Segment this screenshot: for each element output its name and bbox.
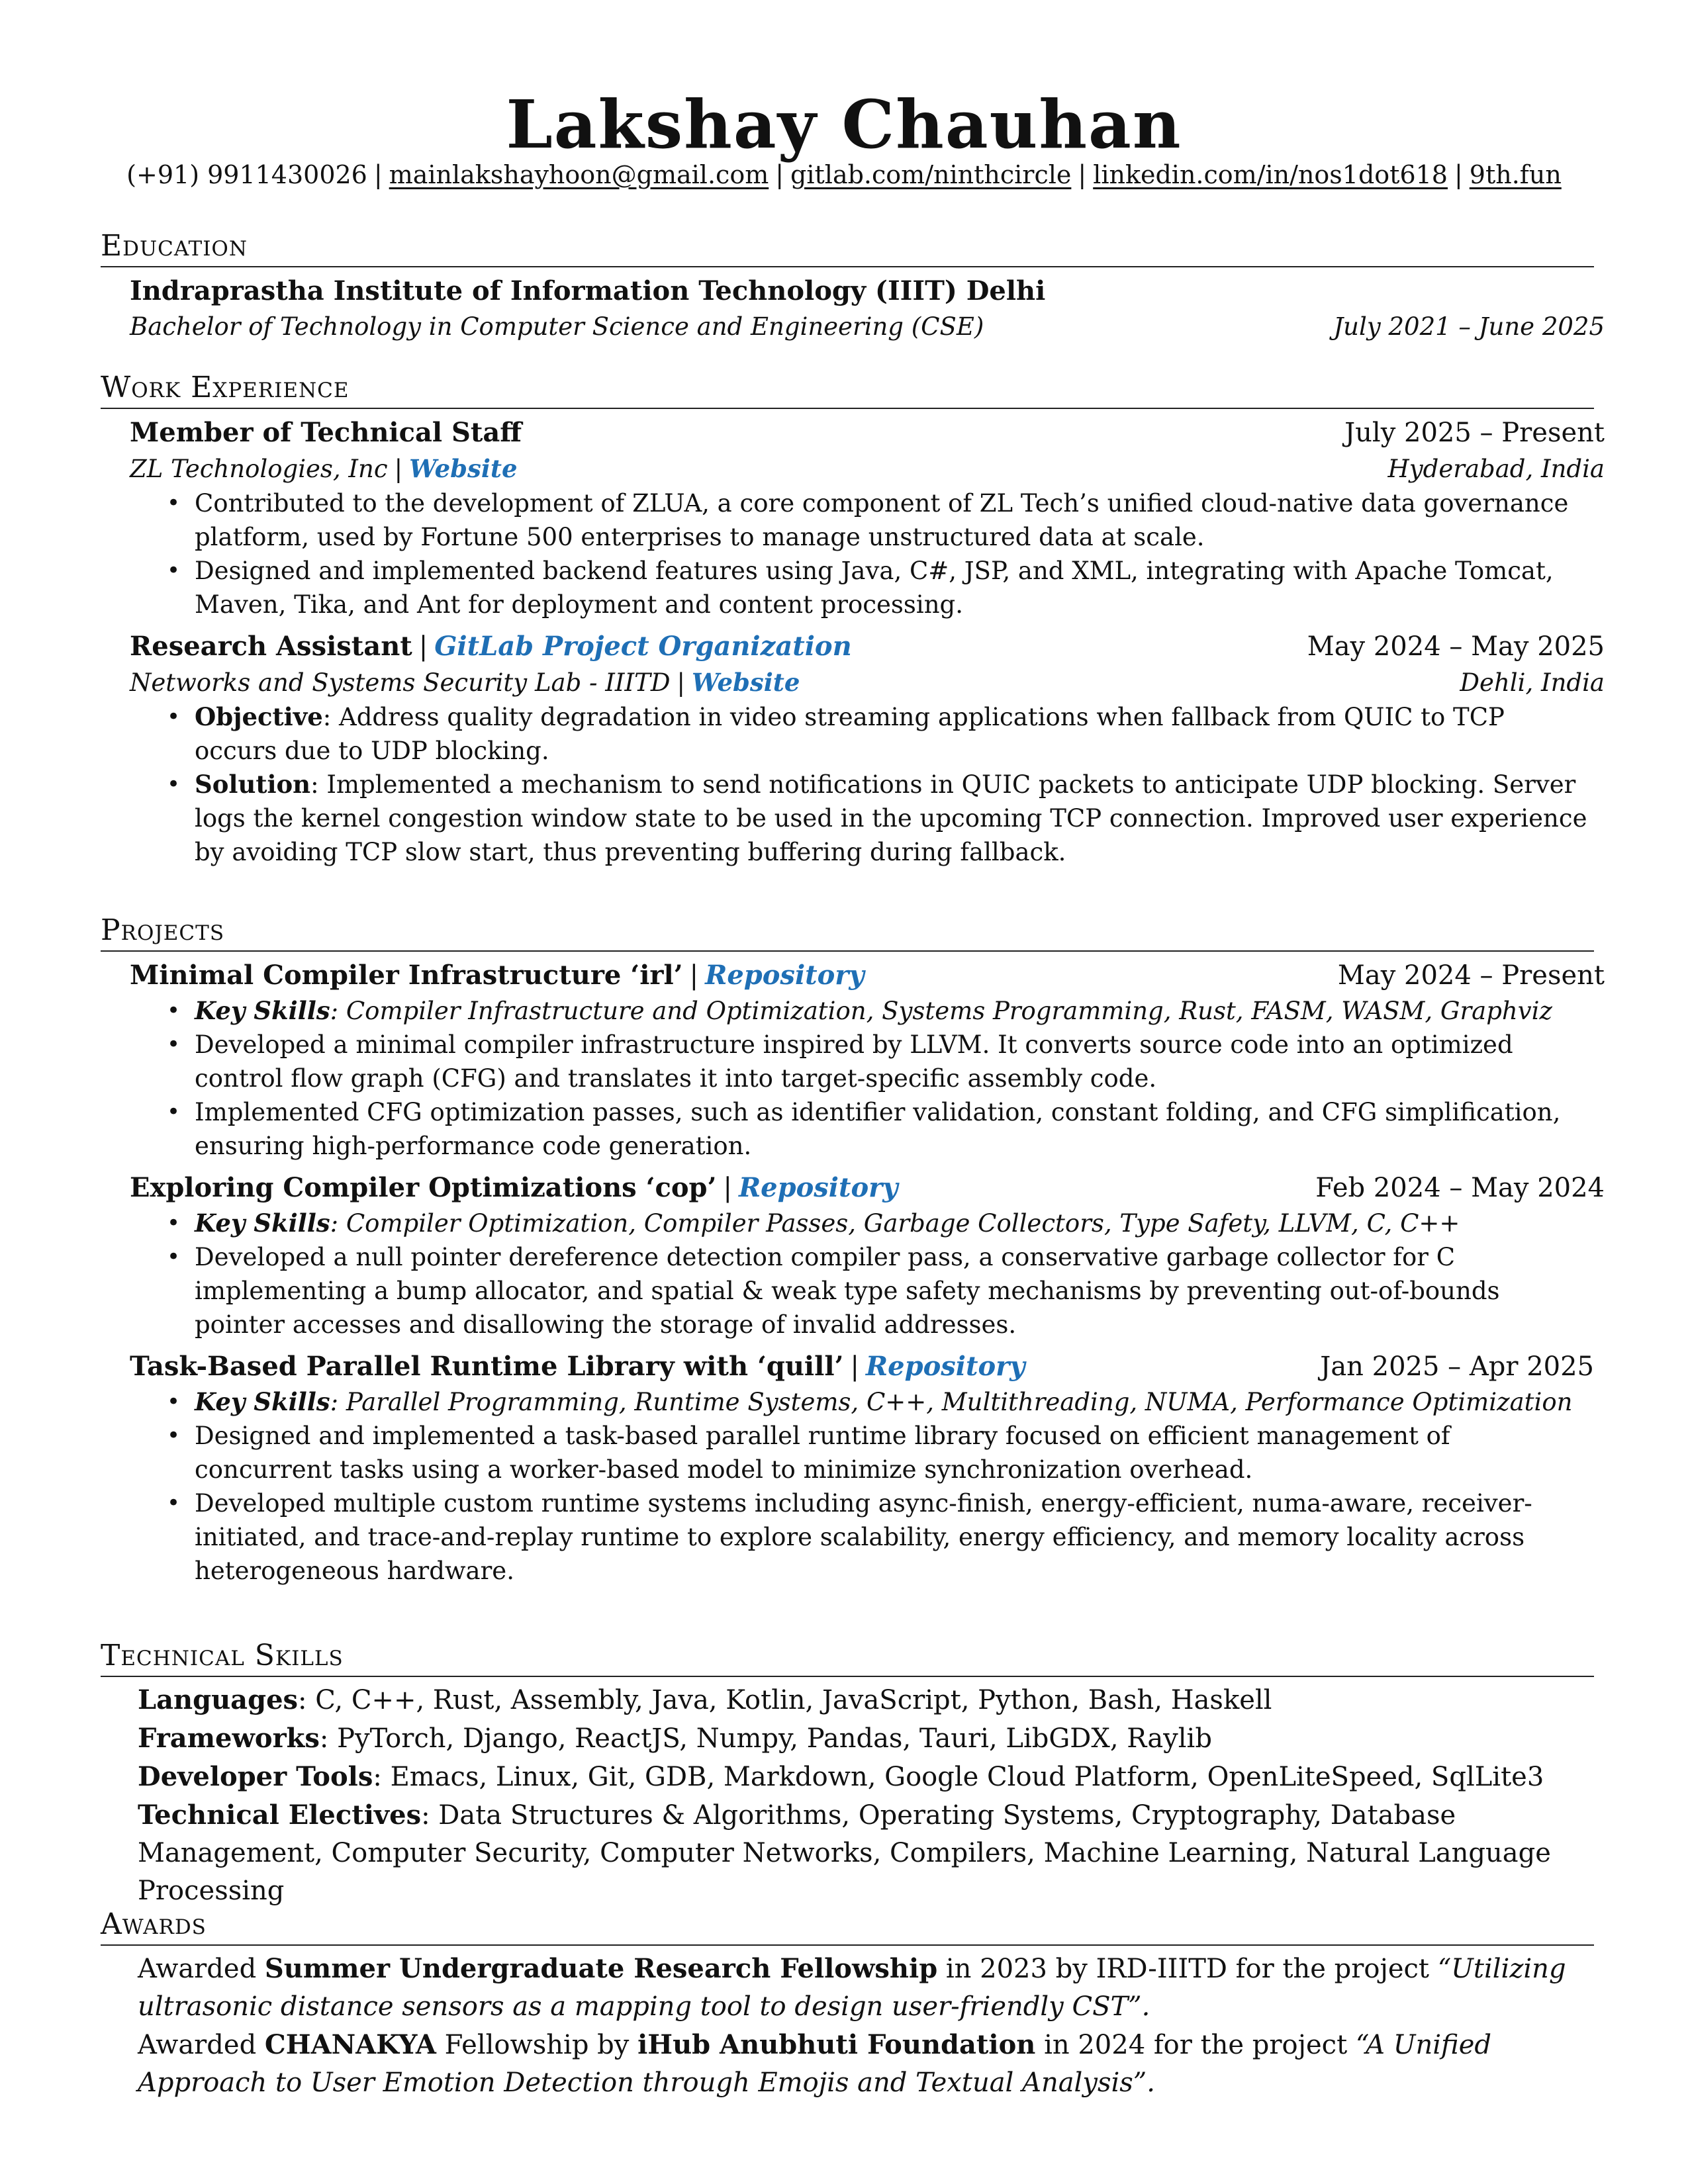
separator: |	[850, 1351, 859, 1382]
bullet-label: Solution	[195, 770, 311, 799]
bullet-label: Objective	[195, 702, 323, 731]
skills-label: Key Skills	[195, 996, 330, 1025]
gitlab-link[interactable]: gitlab.com/ninthcircle	[790, 160, 1072, 189]
skills-row-label: Frameworks	[138, 1723, 320, 1754]
project-name-line	[130, 1348, 1025, 1385]
job-entry	[101, 414, 1605, 621]
job-dates: July 2025 – Present	[1344, 418, 1605, 448]
school-name: Indraprastha Institute of Information Technology (IIIT) Delhi	[130, 275, 1046, 306]
award-text: Awarded	[138, 2030, 265, 2060]
skills-list	[101, 1681, 1594, 1910]
repository-link[interactable]: Repository	[738, 1172, 898, 1203]
job-bullets	[130, 486, 1594, 621]
list-item: • Designed and implemented backend features using Java, C#, JSP, and XML, integrating with Apache Tomcat, Maven, Tika, and Ant for deployment and content processing.	[195, 554, 1594, 621]
education-entry	[101, 273, 1605, 344]
job-entry	[101, 628, 1605, 869]
skills-row-label: Languages	[138, 1684, 299, 1715]
skills-row	[138, 1796, 1594, 1910]
separator: |	[723, 1173, 732, 1203]
project-entry	[101, 1348, 1594, 1588]
project-name-line	[130, 1169, 898, 1206]
bullet-text: : Implemented a mechanism to send notifications in QUIC packets to anticipate UDP blocking. Server logs the kernel congestion window state to be used in the upcoming TCP connection. Improved user experience by avoiding TCP slow start, thus preventing buffering during fallback.	[195, 770, 1587, 866]
skills-row-text: : PyTorch, Django, ReactJS, Numpy, Pandas, Tauri, LibGDX, Raylib	[319, 1723, 1212, 1754]
project-bullets	[130, 1385, 1594, 1588]
list-item	[195, 994, 1594, 1028]
separator: |	[775, 160, 784, 189]
contact-line	[0, 158, 1688, 192]
list-item: • Developed a minimal compiler infrastructure inspired by LLVM. It converts source code into an optimized control flow graph (CFG) and translates it into target-specific assembly code.	[195, 1028, 1594, 1095]
repository-link[interactable]: Repository	[705, 960, 865, 991]
skills-label: Key Skills	[195, 1387, 330, 1416]
list-item: • Designed and implemented a task-based parallel runtime library focused on efficient management of concurrent tasks using a worker-based model to minimize synchronization overhead.	[195, 1419, 1594, 1486]
section-title: Technical Skills	[101, 1637, 1594, 1677]
list-item	[195, 1385, 1594, 1419]
job-dates: May 2024 – May 2025	[1307, 631, 1605, 662]
section-title: Awards	[101, 1906, 1594, 1946]
project-row	[130, 1348, 1594, 1385]
project-row	[130, 957, 1605, 994]
award-org: iHub Anubhuti Foundation	[637, 2029, 1036, 2060]
list-item: • Contributed to the development of ZLUA, a core component of ZL Tech’s unified cloud-native data governance platform, used by Fortune 500 enterprises to manage unstructured data at scale.	[195, 486, 1594, 554]
skills-section	[101, 1637, 1594, 1910]
project-name: Task-Based Parallel Runtime Library with ‘quill’	[130, 1351, 844, 1382]
job-org: ZL Technologies, Inc	[130, 455, 388, 483]
skills-row-text: : Data Structures & Algorithms, Operating Systems, Cryptography, Database Management, Computer Security, Computer Networks, Compilers, Machine Learning, Natural Language Processing	[138, 1800, 1551, 1906]
list-item	[195, 1206, 1594, 1240]
list-item: • Developed multiple custom runtime systems including async-finish, energy-efficient, numa-aware, receiver-initiated, and trace-and-replay runtime to explore scalability, energy efficiency, and memory locality across heterogeneous hardware.	[195, 1486, 1594, 1588]
job-row	[130, 628, 1605, 665]
separator: |	[689, 960, 699, 991]
job-role: Research Assistant	[130, 631, 412, 662]
award-text: Awarded	[138, 1954, 265, 1984]
job-location: Dehli, India	[1460, 668, 1605, 697]
education-dates: July 2021 – June 2025	[1333, 312, 1605, 341]
skills-row	[138, 1758, 1594, 1796]
job-role-line	[130, 628, 852, 665]
skills-label: Key Skills	[195, 1208, 330, 1238]
linkedin-link[interactable]: linkedin.com/in/nos1dot618	[1093, 160, 1448, 189]
separator: |	[373, 160, 383, 189]
award-item	[101, 2026, 1594, 2102]
section-title: Education	[101, 228, 1594, 267]
separator: |	[394, 455, 403, 483]
education-section	[101, 228, 1605, 344]
separator: |	[418, 631, 428, 662]
job-org-line	[130, 665, 800, 700]
separator: |	[1078, 160, 1087, 189]
job-subrow	[130, 451, 1605, 486]
email-link[interactable]: mainlakshayhoon@gmail.com	[389, 160, 769, 189]
job-role: Member of Technical Staff	[130, 417, 522, 448]
project-dates: Jan 2025 – Apr 2025	[1320, 1351, 1594, 1382]
separator: |	[677, 668, 685, 697]
award-text: Fellowship by	[436, 2030, 638, 2060]
education-row	[130, 273, 1594, 310]
skills-row-label: Developer Tools	[138, 1761, 373, 1792]
skills-text: : Compiler Infrastructure and Optimization, Systems Programming, Rust, FASM, WASM, Graphviz	[330, 997, 1552, 1025]
work-section	[101, 369, 1605, 869]
award-project: “A Unified Approach to User Emotion Detection through Emojis and Textual Analysis”.	[138, 2030, 1491, 2098]
job-org: Networks and Systems Security Lab - IIITD	[130, 668, 671, 697]
project-dates: May 2024 – Present	[1337, 960, 1605, 991]
lab-website-link[interactable]: Website	[691, 668, 800, 697]
award-item	[101, 1950, 1594, 2026]
award-text: in 2024 for the project	[1035, 2030, 1356, 2060]
list-item: • Developed a null pointer dereference detection compiler pass, a conservative garbage collector for C implementing a bump allocator, and spatial & weak type safety mechanisms by preventing out-of-bounds pointer accesses and disallowing the storage of invalid addresses.	[195, 1240, 1594, 1342]
skills-row-text: : Emacs, Linux, Git, GDB, Markdown, Google Cloud Platform, OpenLiteSpeed, SqlLite3	[373, 1762, 1544, 1792]
list-item	[195, 768, 1594, 869]
list-item: • Implemented CFG optimization passes, such as identifier validation, constant folding, and CFG simplification, ensuring high-performance code generation.	[195, 1095, 1594, 1163]
resume-name: Lakshay Chauhan	[506, 85, 1182, 163]
website-link[interactable]: 9th.fun	[1469, 160, 1562, 189]
project-dates: Feb 2024 – May 2024	[1315, 1173, 1605, 1203]
degree-text: Bachelor of Technology in Computer Science and Engineering (CSE)	[130, 312, 984, 341]
skills-row-text: : C, C++, Rust, Assembly, Java, Kotlin, JavaScript, Python, Bash, Haskell	[298, 1685, 1272, 1715]
job-subrow	[130, 665, 1605, 700]
phone-text: (+91) 9911430026	[126, 160, 367, 189]
award-text: in 2023 by IRD-IIITD for the project	[937, 1954, 1438, 1984]
project-entry	[101, 957, 1605, 1163]
bullet-text: : Address quality degradation in video streaming applications when fallback from QUIC to TCP occurs due to UDP blocking.	[195, 703, 1505, 765]
skills-text: : Compiler Optimization, Compiler Passes, Garbage Collectors, Type Safety, LLVM, C, C++	[330, 1209, 1460, 1238]
skills-text: : Parallel Programming, Runtime Systems, C++, Multithreading, NUMA, Performance Optimization	[330, 1388, 1573, 1416]
education-subrow	[130, 310, 1605, 344]
section-title: Projects	[101, 912, 1594, 952]
job-org-line	[130, 451, 518, 486]
awards-section	[101, 1906, 1594, 2102]
project-entry	[101, 1169, 1605, 1342]
skills-row-label: Technical Electives	[138, 1799, 422, 1831]
award-name: Summer Undergraduate Research Fellowship	[264, 1953, 938, 1984]
job-location: Hyderabad, India	[1387, 455, 1605, 483]
project-row	[130, 1169, 1605, 1206]
job-bullets	[130, 700, 1594, 869]
project-bullets	[130, 994, 1594, 1163]
gitlab-project-link[interactable]: GitLab Project Organization	[434, 631, 852, 662]
project-bullets	[130, 1206, 1594, 1342]
project-name: Minimal Compiler Infrastructure ‘irl’	[130, 960, 683, 991]
job-row	[130, 414, 1605, 451]
award-project: “Utilizing ultrasonic distance sensors as a mapping tool to design user-friendly CST”.	[138, 1954, 1566, 2022]
projects-section	[101, 912, 1605, 1588]
skills-row	[138, 1719, 1594, 1758]
list-item	[195, 700, 1594, 768]
section-title: Work Experience	[101, 369, 1594, 409]
repository-link[interactable]: Repository	[865, 1351, 1025, 1382]
award-name: CHANAKYA	[264, 2029, 436, 2060]
project-name: Exploring Compiler Optimizations ‘cop’	[130, 1172, 717, 1203]
project-name-line	[130, 957, 865, 994]
job-website-link[interactable]: Website	[409, 454, 518, 483]
separator: |	[1454, 160, 1463, 189]
skills-row	[138, 1681, 1594, 1719]
